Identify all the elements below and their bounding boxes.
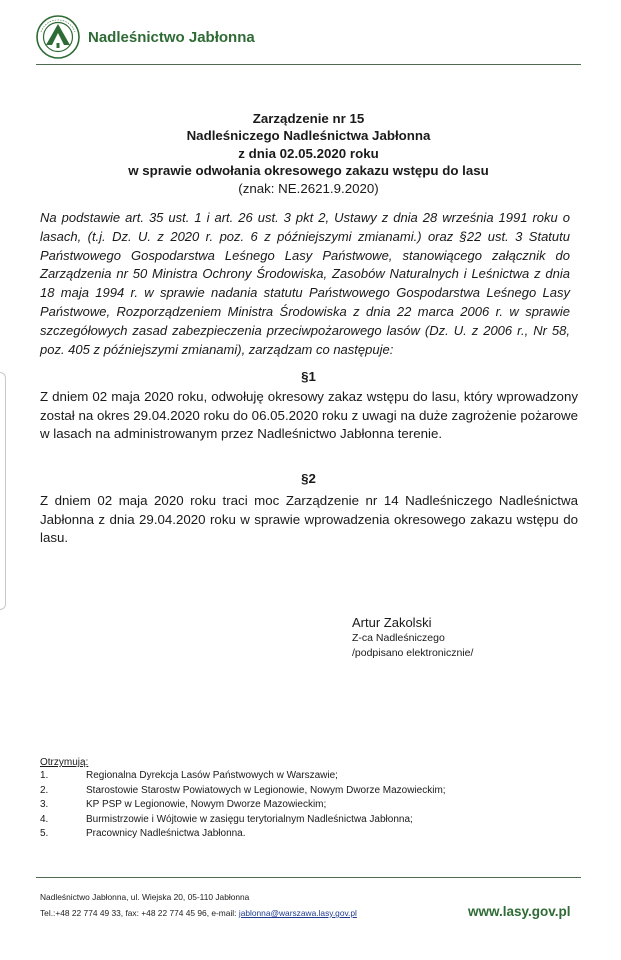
- list-item-number: 4.: [40, 813, 49, 825]
- title-issuer: Nadleśniczego Nadleśnictwa Jabłonna: [186, 128, 431, 144]
- section-2-heading: §2: [301, 471, 316, 486]
- list-item-number: 3.: [40, 799, 49, 810]
- signatory-role: Z-ca Nadleśniczego: [352, 632, 445, 644]
- list-item: [40, 827, 560, 842]
- list-item-text: KP PSP w Legionowie, Nowym Dworze Mazowieckim;: [86, 799, 327, 810]
- title-reference-sign: (znak: NE.2621.9.2020): [238, 180, 379, 196]
- legal-basis-preamble: Na podstawie art. 35 ust. 1 i art. 26 ust. 3 pkt 2, Ustawy z dnia 28 września 1991 roku o lasach, (t.j. Dz. U. z 2020 r. poz. 6 z późniejszymi zmianami.) oraz §22 ust. 3 Statutu Państwowego Gospodarstwa Leśnego Lasy Państwowe, stanowiącego załącznik do Zarządzenia nr 50 Ministra Ochrony Środowiska, Zasobów Naturalnych i Leśnictwa z dnia 18 maja 1994 r. w sprawie nadania statutu Państwowego Gospodarstwa Leśnego Lasy Państwowe, Rozporządzeniem Ministra Środowiska z dnia 22 marca 2006 r. w sprawie szczegółowych zasad zabezpieczenia przeciwpożarowego lasów (Dz. U. z 2006 r., Nr 58, poz. 405 z późniejszymi zmianami), zarządzam co następuje:: [40, 210, 570, 357]
- list-item: [40, 798, 560, 813]
- list-item-text: Pracownicy Nadleśnictwa Jabłonna.: [86, 828, 246, 839]
- lasy-panstwowe-logo-icon: [36, 15, 80, 59]
- list-item-number: 1.: [40, 770, 49, 781]
- recipients-title: Otrzymują:: [40, 757, 89, 768]
- footer-address: Nadleśnictwo Jabłonna, ul. Wiejska 20, 05-110 Jabłonna: [40, 892, 250, 902]
- footer-website-link[interactable]: www.lasy.gov.pl: [468, 904, 571, 919]
- footer-phone-fax: Tel.:+48 22 774 49 33, fax: +48 22 774 45 96, e-mail:: [40, 908, 239, 918]
- signature-block: [352, 614, 572, 661]
- recipients-list: [40, 757, 560, 842]
- section-1-text: Z dniem 02 maja 2020 roku, odwołuję okresowy zakaz wstępu do lasu, który wprowadzony został na okres 29.04.2020 roku do 06.05.2020 roku z uwagi na duże zagrożenie pożarowe w lasach na administrowanym przez Nadleśnictwo Jabłonna terenie.: [40, 389, 578, 442]
- page-edge-tab: [0, 372, 6, 610]
- list-item-text: Burmistrzowie i Wójtowie w zasięgu terytorialnym Nadleśnictwa Jabłonna;: [86, 813, 413, 825]
- footer-email-link[interactable]: jablonna@warszawa.lasy.gov.pl: [238, 908, 357, 918]
- section-2-text: Z dniem 02 maja 2020 roku traci moc Zarządzenie nr 14 Nadleśniczego Nadleśnictwa Jabłonna z dnia 29.04.2020 roku w sprawie wprowadzenia okresowego zakazu wstępu do lasu.: [40, 493, 578, 546]
- letterhead: [36, 15, 581, 65]
- list-item-text: Regionalna Dyrekcja Lasów Państwowych w Warszawie;: [86, 770, 338, 781]
- list-item-number: 5.: [40, 828, 49, 839]
- list-item: [40, 813, 560, 828]
- header-divider: [36, 64, 581, 65]
- section-1-heading: §1: [301, 369, 316, 384]
- signature-note: /podpisano elektronicznie/: [352, 647, 474, 659]
- list-item: [40, 769, 560, 784]
- list-item: [40, 784, 560, 799]
- document-title: [36, 110, 581, 197]
- list-item-number: 2.: [40, 784, 49, 796]
- list-item-text: Starostowie Starostw Powiatowych w Legionowie, Nowym Dworze Mazowieckim;: [86, 784, 446, 796]
- signatory-name: Artur Zakolski: [352, 615, 432, 630]
- footer-contact: [40, 908, 357, 918]
- title-date: z dnia 02.05.2020 roku: [238, 145, 379, 161]
- title-subject: w sprawie odwołania okresowego zakazu wstępu do lasu: [128, 163, 489, 179]
- title-order-number: Zarządzenie nr 15: [252, 111, 365, 126]
- footer-divider: [36, 877, 581, 878]
- organization-name: Nadleśnictwo Jabłonna: [88, 29, 255, 46]
